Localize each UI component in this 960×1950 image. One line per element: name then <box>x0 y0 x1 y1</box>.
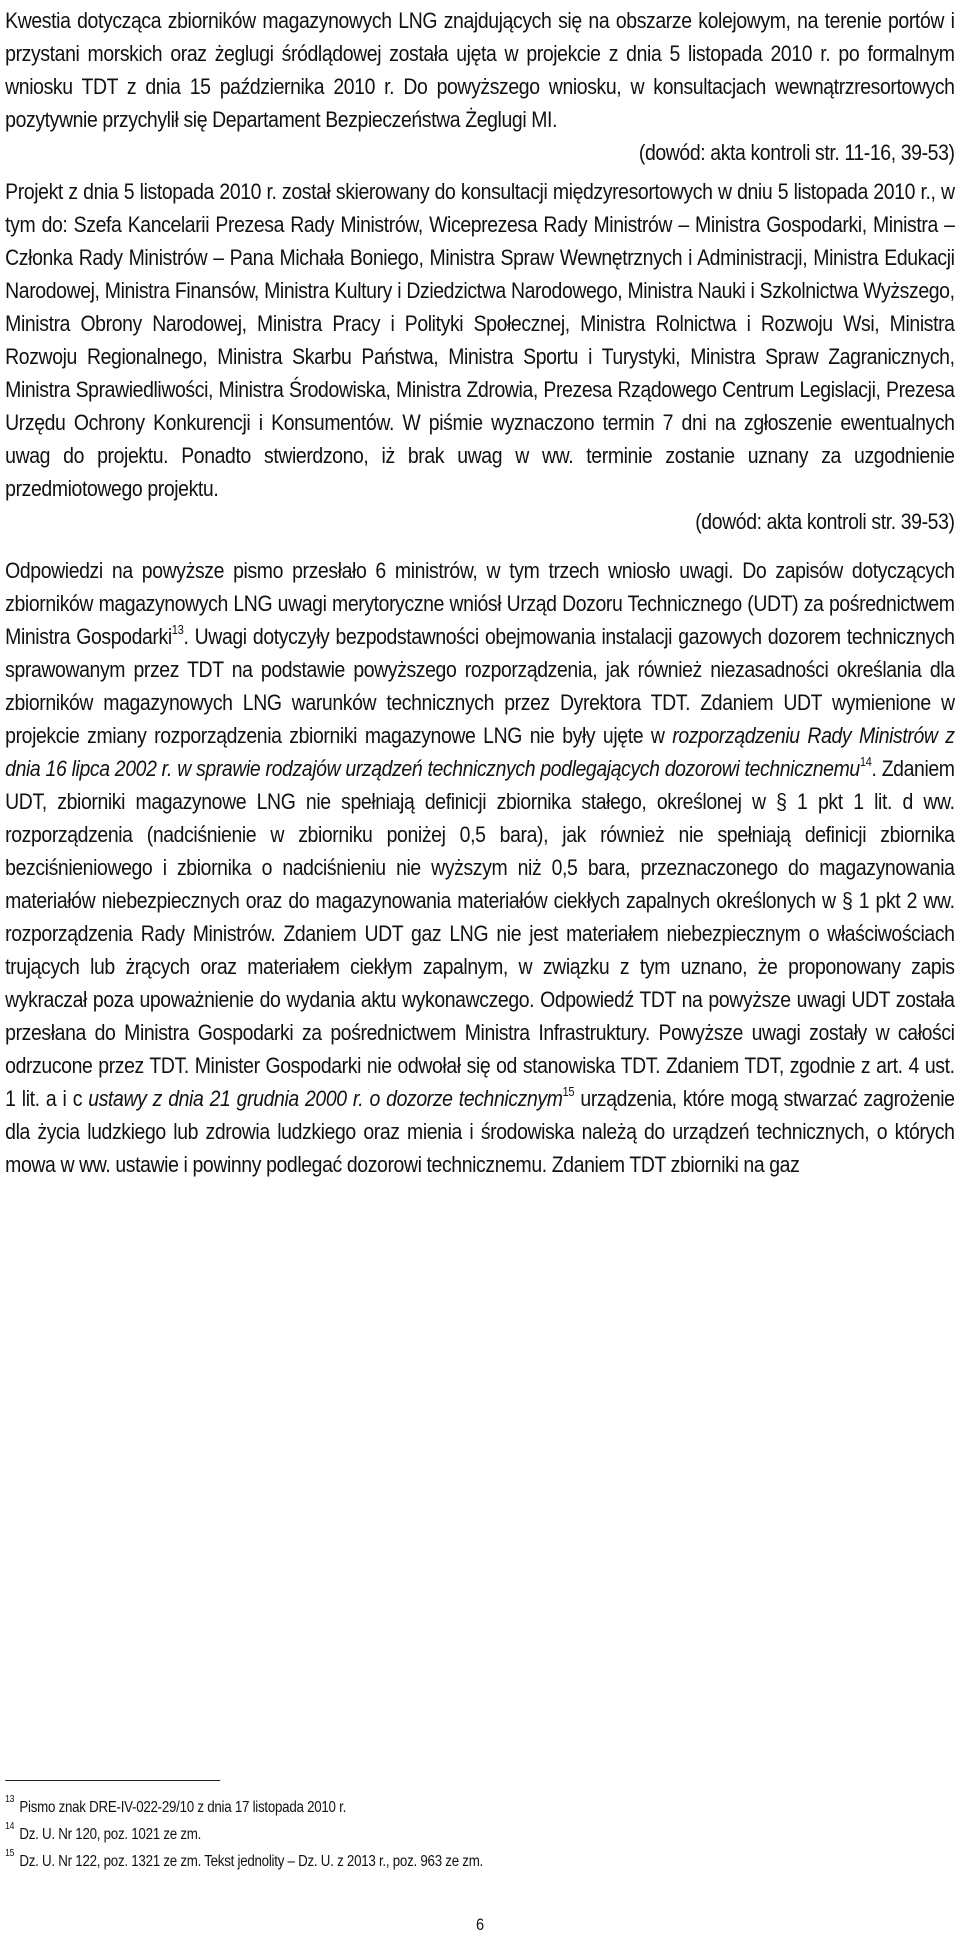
evidence-reference: (dowód: akta kontroli str. 11-16, 39-53) <box>638 140 955 165</box>
footnote-ref-14: 14 <box>859 754 872 770</box>
text-run: urządzenia, które mogą stwarzać zagrożenie dla życia ludzkiego lub zdrowia ludzkiego oraz mienia i środowiska należą do urządzeń technicznych, o których mowa w ww. ustawie i powinny podlegać dozorowi technicznemu. Zdaniem TDT zbiorniki na gaz <box>5 1086 955 1177</box>
paragraph-consultations: Projekt z dnia 5 listopada 2010 r. został skierowany do konsultacji międzyresortowych w dniu 5 listopada 2010 r., w tym do: Szefa Kancelarii Prezesa Rady Ministrów, Wiceprezesa Rady Ministrów – Ministra Gospodarki, Ministra – Członka Rady Ministrów – Pana Michała Boniego, Ministra Spraw Wewnętrznych i Administracji, Ministra Edukacji Narodowej, Ministra Finansów, Ministra Kultury i Dziedzictwa Narodowego, Ministra Nauki i Szkolnictwa Wyższego, Ministra Obrony Narodowej, Ministra Pracy i Polityki Społecznej, Ministra Rolnictwa i Rozwoju Wsi, Ministra Rozwoju Regionalnego, Ministra Skarbu Państwa, Ministra Sportu i Turystyki, Ministra Spraw Zagranicznych, Ministra Sprawiedliwości, Ministra Środowiska, Ministra Zdrowia, Prezesa Rządowego Centrum Legislacji, Prezesa Urzędu Ochrony Konkurencji i Konsumentów. W piśmie wyznaczono termin 7 dni na zgłoszenie ewentualnych uwag do projektu. Ponadto stwierdzono, iż brak uwag w ww. terminie zostanie uznany za uzgodnienie przedmiotowego projektu. <box>5 179 955 501</box>
page-number: 6 <box>475 1915 484 1934</box>
paragraph-udt-comments <box>5 554 954 1181</box>
footnote-ref-13: 13 <box>171 622 184 638</box>
footnote-separator <box>5 1780 220 1781</box>
footnote-text: Dz. U. Nr 120, poz. 1021 ze zm. <box>19 1826 202 1843</box>
footnote-15 <box>5 1848 483 1875</box>
footnote-14 <box>5 1821 483 1848</box>
footnote-13 <box>5 1794 483 1821</box>
footnote-number: 13 <box>5 1793 15 1805</box>
text-run: . Uwagi dotyczyły bezpodstawności obejmowania instalacji gazowych dozorem technicznych sprawowanym przez TDT na podstawie powyższego rozporządzenia, jak również niezasadności określania dla zbiorników magazynowych LNG warunków technicznych przez Dyrektora TDT. Zdaniem UDT wymienione w projekcie zmiany rozporządzenia zbiorniki magazynowe LNG nie były ujęte w <box>5 624 955 748</box>
regulation-title: rozporządzeniu Rady Ministrów z dnia 16 lipca 2002 r. w sprawie rodzajów urządzeń technicznych podlegających dozorowi technicznemu <box>5 723 955 781</box>
footnotes <box>5 1794 483 1875</box>
paragraph-lng-railway: Kwestia dotycząca zbiorników magazynowych LNG znajdujących się na obszarze kolejowym, na terenie portów i przystani morskich oraz żeglugi śródlądowej została ujęta w projekcie z dnia 5 listopada 2010 r. po formalnym wniosku TDT z dnia 15 października 2010 r. Do powyższego wniosku, w konsultacjach wewnątrzresortowych pozytywnie przychylił się Departament Bezpieczeństwa Żeglugi MI. <box>5 8 955 132</box>
act-title: ustawy z dnia 21 grudnia 2000 r. o dozorze technicznym <box>88 1086 563 1111</box>
text-run: . Zdaniem UDT, zbiorniki magazynowe LNG nie spełniają definicji zbiornika stałego, określonej w § 1 pkt 1 lit. d ww. rozporządzenia (nadciśnienie w zbiorniku poniżej 0,5 bara), jak również nie spełniają definicji zbiornika bezciśnieniowego i zbiornika o nadciśnieniu nie wyższym niż 0,5 bara, przeznaczonego do magazynowania materiałów niebezpiecznych oraz do magazynowania materiałów ciekłych zapalnych określonych w § 1 pkt 2 ww. rozporządzenia Rady Ministrów. Zdaniem UDT gaz LNG nie jest materiałem niebezpiecznym o właściwościach trujących lub żrących oraz materiałem ciekłym zapalnym, w związku z tym uznano, że proponowany zapis wykraczał poza upoważnienie do wydania aktu wykonawczego. Odpowiedź TDT na powyższe uwagi UDT została przesłana do Ministra Gospodarki za pośrednictwem Ministra Infrastruktury. Powyższe uwagi zostały w całości odrzucone przez TDT. Minister Gospodarki nie odwołał się od stanowiska TDT. Zdaniem TDT, zgodnie z art. 4 ust. 1 lit. a i c <box>5 756 955 1111</box>
footnote-number: 15 <box>5 1847 15 1859</box>
footnote-text: Dz. U. Nr 122, poz. 1321 ze zm. Tekst jednolity – Dz. U. z 2013 r., poz. 963 ze zm. <box>19 1853 484 1870</box>
text-run: Odpowiedzi na powyższe pismo przesłało 6 ministrów, w tym trzech wniosło uwagi. Do zapisów dotyczących zbiorników magazynowych LNG uwagi merytoryczne wniósł Urząd Dozoru Technicznego (UDT) za pośrednictwem Ministra Gospodarki <box>5 558 955 649</box>
footnote-ref-15: 15 <box>562 1084 575 1100</box>
footnote-text: Pismo znak DRE-IV-022-29/10 z dnia 17 listopada 2010 r. <box>19 1799 347 1816</box>
footnote-number: 14 <box>5 1820 15 1832</box>
evidence-reference: (dowód: akta kontroli str. 39-53) <box>695 509 955 534</box>
